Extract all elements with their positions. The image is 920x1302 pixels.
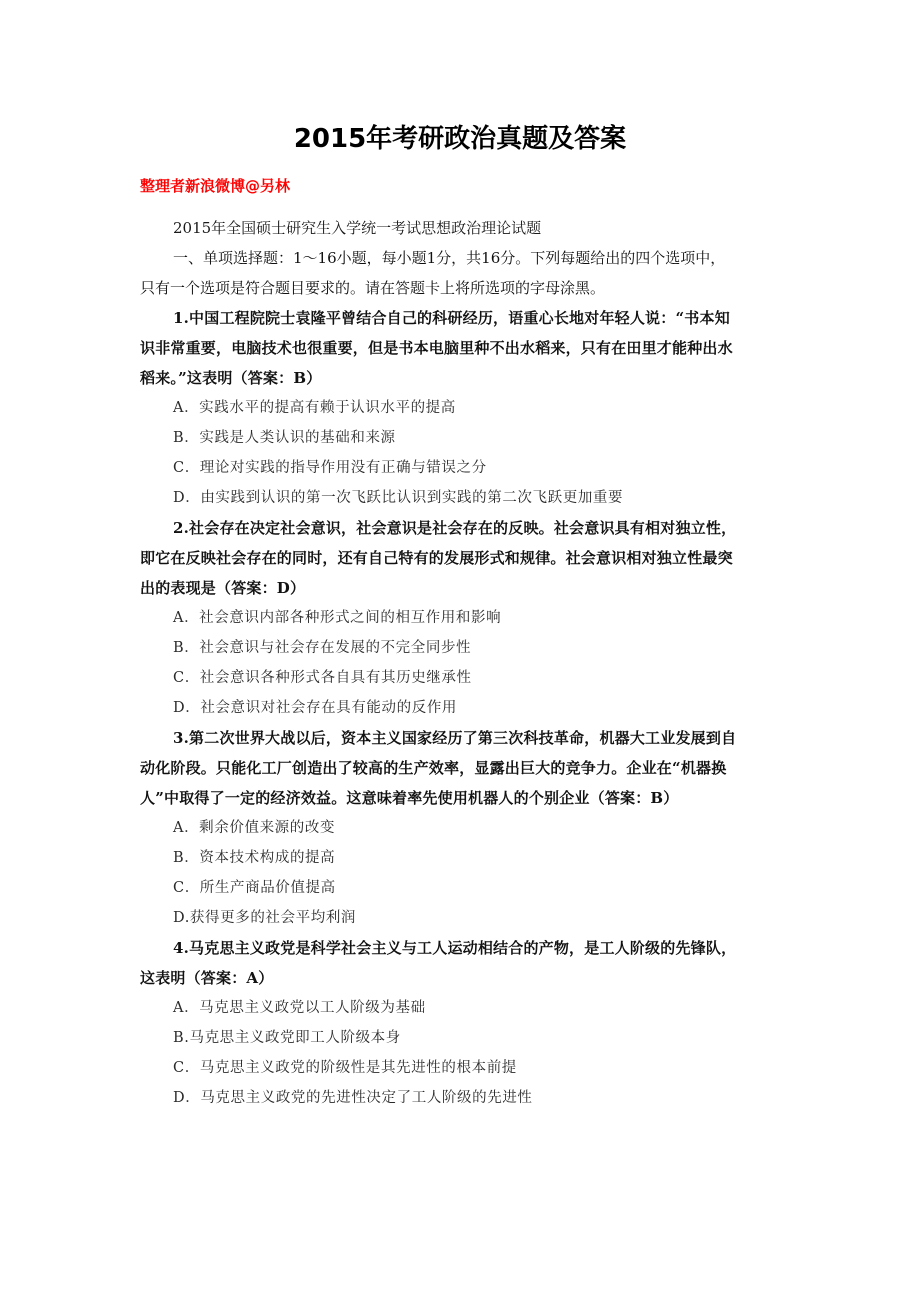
section-intro-line-2: 只有一个选项是符合题目要求的。请在答题卡上将所选项的字母涂黑。 [140,279,606,297]
option-b: B．资本技术构成的提高 [173,850,336,866]
option-a: A．马克思主义政党以工人阶级为基础 [173,1000,426,1016]
question-stem-line: 4.马克思主义政党是科学社会主义与工人运动相结合的产物，是工人阶级的先锋队， [173,939,737,957]
exam-heading: 2015年全国硕士研究生入学统一考试思想政治理论试题 [173,219,542,237]
question-stem-line: 即它在反映社会存在的同时，还有自己特有的发展形式和规律。社会意识相对独立性最突 [140,549,733,567]
option-b: B．社会意识与社会存在发展的不完全同步性 [173,640,472,656]
question-stem-line: 这表明（答案：A） [140,969,274,987]
option-c: C．所生产商品价值提高 [173,880,336,896]
option-d: D．由实践到认识的第一次飞跃比认识到实践的第二次飞跃更加重要 [173,490,624,506]
question-stem-line: 1.中国工程院院士袁隆平曾结合自己的科研经历，语重心长地对年轻人说：“书本知 [173,309,730,327]
question-2 [140,513,780,723]
question-3 [140,723,780,933]
question-stem-line: 出的表现是（答案：D） [140,579,306,597]
question-stem-line: 人”中取得了一定的经济效益。这意味着率先使用机器人的个别企业（答案：B） [140,789,679,807]
author-note: 整理者新浪微博@另林 [140,177,291,195]
document-title: 2015年考研政治真题及答案 [293,124,627,154]
option-d: D．社会意识对社会存在具有能动的反作用 [173,700,458,716]
option-c: C．社会意识各种形式各自具有其历史继承性 [173,670,472,686]
option-b: B.马克思主义政党即工人阶级本身 [173,1030,401,1046]
section-intro-line-1: 一、单项选择题：1～16小题，每小题1分，共16分。下列每题给出的四个选项中， [173,249,726,267]
option-a: A．剩余价值来源的改变 [173,820,336,836]
question-1 [140,303,780,513]
question-stem-line: 稻来。”这表明（答案：B） [140,369,322,387]
question-stem-line: 识非常重要，电脑技术也很重要，但是书本电脑里种不出水稻来，只有在田里才能种出水 [140,339,733,357]
option-d: D．马克思主义政党的先进性决定了工人阶级的先进性 [173,1090,533,1106]
option-c: C．理论对实践的指导作用没有正确与错误之分 [173,460,487,476]
question-4 [140,933,780,1113]
question-stem-line: 动化阶段。只能化工厂创造出了较高的生产效率，显露出巨大的竞争力。企业在“机器换 [140,759,727,777]
option-b: B．实践是人类认识的基础和来源 [173,430,396,446]
option-c: C．马克思主义政党的阶级性是其先进性的根本前提 [173,1060,517,1076]
question-stem-line: 2.社会存在决定社会意识，社会意识是社会存在的反映。社会意识具有相对独立性， [173,519,737,537]
option-a: A．实践水平的提高有赖于认识水平的提高 [173,400,456,416]
question-stem-line: 3.第二次世界大战以后，资本主义国家经历了第三次科技革命，机器大工业发展到自 [173,729,737,747]
option-a: A．社会意识内部各种形式之间的相互作用和影响 [173,610,502,626]
document-body [140,213,780,1113]
option-d: D.获得更多的社会平均利润 [173,910,357,926]
